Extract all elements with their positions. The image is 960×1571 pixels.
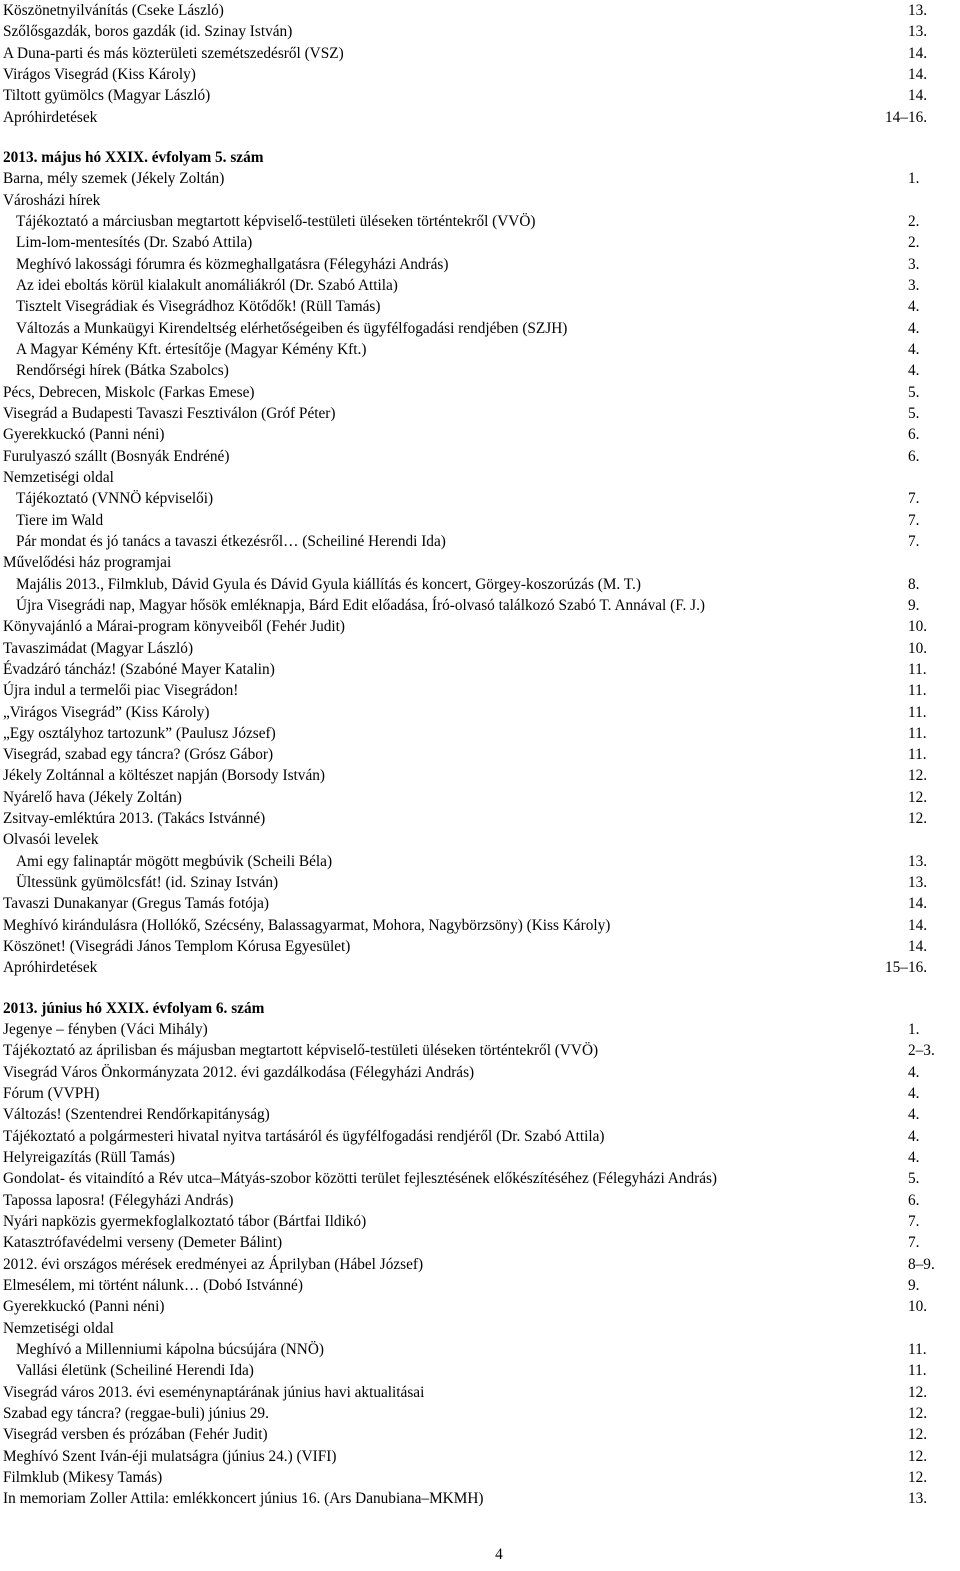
entry-page: 14–16. — [885, 108, 928, 126]
entry-title: Ami egy falinaptár mögött megbúvik (Scheili Béla) — [16, 852, 333, 870]
entry-page: 3. — [908, 255, 920, 273]
entry-title: Olvasói levelek — [3, 831, 99, 849]
page-number: 4 — [495, 1546, 503, 1563]
entry-title: Nemzetiségi oldal — [3, 468, 114, 486]
toc-entry — [3, 574, 958, 595]
toc-entry — [3, 1360, 958, 1381]
entry-page: 4. — [908, 1149, 920, 1167]
entry-page: 2. — [908, 212, 920, 230]
toc-entry — [3, 190, 958, 211]
toc-entry — [3, 382, 958, 403]
toc-entry — [3, 168, 958, 189]
toc-entry — [3, 1488, 958, 1509]
entry-title: Tapossa laposra! (Félegyházi András) — [3, 1191, 234, 1209]
entry-page: 12. — [908, 767, 928, 785]
entry-page: 4. — [908, 362, 920, 380]
entry-page: 11. — [908, 703, 927, 721]
entry-title: Tájékoztató a márciusban megtartott képviselő-testületi üléseken történtekről (VVÖ) — [16, 212, 536, 230]
entry-page: 12. — [908, 1468, 928, 1486]
entry-title: Meghívó Szent Iván-éji mulatságra (június 24.) (VIFI) — [3, 1447, 337, 1465]
entry-page: 13. — [908, 2, 928, 19]
issue-title: 2013. május hó XXIX. évfolyam 5. szám — [3, 148, 264, 166]
entry-title: Zsitvay-emléktúra 2013. (Takács Istvánné) — [3, 810, 266, 828]
entry-title: Jegenye – fényben (Váci Mihály) — [3, 1021, 208, 1039]
toc-entry — [3, 595, 958, 616]
entry-title: Visegrád versben és prózában (Fehér Judit) — [3, 1426, 268, 1444]
entry-page: 4. — [908, 1063, 920, 1081]
entry-page: 6. — [908, 447, 920, 465]
entry-page: 15–16. — [885, 959, 928, 977]
entry-title: Vallási életünk (Scheiliné Herendi Ida) — [16, 1362, 254, 1380]
toc-entry — [3, 1190, 958, 1211]
toc-entry — [3, 403, 958, 424]
toc-entry — [3, 936, 958, 957]
entry-page: 12. — [908, 810, 928, 828]
entry-page: 6. — [908, 1191, 920, 1209]
toc-entry — [3, 510, 958, 531]
entry-title: Tájékoztató (VNNÖ képviselői) — [16, 490, 214, 508]
toc-entry — [3, 638, 958, 659]
toc-entry — [3, 1254, 958, 1275]
toc-entry — [3, 488, 958, 509]
entry-page: 14. — [908, 87, 928, 105]
entry-title: Évadzáró táncház! (Szabóné Mayer Katalin) — [3, 660, 275, 678]
entry-page: 6. — [908, 426, 920, 444]
entry-page: 14. — [908, 44, 928, 62]
entry-title: Gyerekkuckó (Panni néni) — [3, 426, 165, 444]
entry-title: Rendőrségi hírek (Bátka Szabolcs) — [16, 362, 229, 380]
toc-entry — [3, 424, 958, 445]
entry-title: Elmesélem, mi történt nálunk… (Dobó Istvánné) — [3, 1277, 303, 1295]
entry-title: Tavaszimádat (Magyar László) — [3, 639, 194, 657]
toc-entry — [3, 1446, 958, 1467]
entry-page: 11. — [908, 1341, 927, 1359]
entry-page: 4. — [908, 1085, 920, 1103]
entry-title: Újra Visegrádi nap, Magyar hősök emléknapja, Bárd Edit előadása, Író-olvasó találkozó Szabó T. Annával (F. J.) — [16, 596, 706, 614]
entry-title: Visegrád város 2013. évi eseménynaptárának június havi aktualitásai — [3, 1383, 425, 1401]
entry-page: 11. — [908, 682, 927, 700]
entry-title: Virágos Visegrád (Kiss Károly) — [3, 65, 196, 83]
entry-title: Visegrád, szabad egy táncra? (Grósz Gábor) — [3, 746, 274, 764]
entry-page: 10. — [908, 639, 928, 657]
toc-entry — [3, 1126, 958, 1147]
entry-page: 11. — [908, 724, 927, 742]
toc-entry — [3, 552, 958, 573]
toc-entry — [3, 64, 958, 85]
entry-title: In memoriam Zoller Attila: emlékkoncert június 16. (Ars Danubiana–MKMH) — [3, 1490, 484, 1508]
entry-title: Városházi hírek — [3, 191, 101, 209]
entry-page: 14. — [908, 916, 928, 934]
entry-page: 4. — [908, 298, 920, 316]
toc-entry — [3, 915, 958, 936]
toc-entry — [3, 211, 958, 232]
entry-title: Visegrád Város Önkormányzata 2012. évi gazdálkodása (Félegyházi András) — [3, 1063, 475, 1081]
entry-title: Változás! (Szentendrei Rendőrkapitányság) — [3, 1106, 270, 1124]
toc-entry — [3, 744, 958, 765]
toc-entry — [3, 296, 958, 317]
toc-entry — [3, 1318, 958, 1339]
toc-entry — [3, 339, 958, 360]
entry-page: 12. — [908, 1426, 928, 1444]
entry-page: 4. — [908, 1127, 920, 1145]
entry-page: 4. — [908, 1106, 920, 1124]
entry-title: Tisztelt Visegrádiak és Visegrádhoz Kötődők! (Rüll Tamás) — [16, 298, 381, 316]
entry-title: Pár mondat és jó tanács a tavaszi étkezésről… (Scheiliné Herendi Ida) — [16, 532, 446, 550]
toc-entry — [3, 1062, 958, 1083]
entry-title: A Duna-parti és más közterületi szemétszedésről (VSZ) — [3, 44, 344, 62]
toc-entry — [3, 787, 958, 808]
entry-title: Az idei eboltás körül kialakult anomáliákról (Dr. Szabó Attila) — [16, 276, 398, 294]
entry-title: 2012. évi országos mérések eredményei az Áprilyban (Hábel József) — [3, 1255, 424, 1273]
toc-entry — [3, 1019, 958, 1040]
toc-entry — [3, 872, 958, 893]
entry-page: 4. — [908, 319, 920, 337]
entry-title: Apróhirdetések — [3, 108, 98, 126]
entry-title: Visegrád a Budapesti Tavaszi Fesztiválon (Gróf Péter) — [3, 404, 336, 422]
entry-page: 1. — [908, 170, 920, 188]
section-spacer — [3, 979, 958, 998]
toc-entry — [3, 446, 958, 467]
entry-page: 10. — [908, 618, 928, 636]
toc-entry — [3, 680, 958, 701]
toc-entry — [3, 1104, 958, 1125]
issue-heading — [3, 998, 958, 1019]
entry-title: Nyári napközis gyermekfoglalkoztató tábor (Bártfai Ildikó) — [3, 1213, 367, 1231]
toc-entry — [3, 1168, 958, 1189]
entry-title: Művelődési ház programjai — [3, 554, 172, 572]
toc-entry — [3, 107, 958, 128]
entry-page: 12. — [908, 1383, 928, 1401]
entry-page: 9. — [908, 596, 920, 614]
entry-title: Nemzetiségi oldal — [3, 1319, 114, 1337]
toc-entry — [3, 467, 958, 488]
toc-entry — [3, 851, 958, 872]
entry-title: Nyárelő hava (Jékely Zoltán) — [3, 788, 182, 806]
entry-title: Lim-lom-mentesítés (Dr. Szabó Attila) — [16, 234, 253, 252]
entry-title: Változás a Munkaügyi Kirendeltség elérhetőségeiben és ügyfélfogadási rendjében (SZJH) — [16, 319, 568, 337]
toc-entry — [3, 0, 958, 21]
toc-entry — [3, 531, 958, 552]
entry-page: 3. — [908, 276, 920, 294]
entry-title: Jékely Zoltánnal a költészet napján (Borsody István) — [3, 767, 325, 785]
entry-page: 7. — [908, 511, 920, 529]
entry-title: Köszönetnyilvánítás (Cseke László) — [3, 2, 224, 19]
entry-title: Majális 2013., Filmklub, Dávid Gyula és Dávid Gyula kiállítás és koncert, Görgey-koszorúzás (M. T.) — [16, 575, 641, 593]
toc-entry — [3, 1339, 958, 1360]
entry-page: 14. — [908, 938, 928, 956]
entry-title: Könyvajánló a Márai-program könyveiből (Fehér Judit) — [3, 618, 345, 636]
toc-entry — [3, 659, 958, 680]
entry-page: 5. — [908, 1170, 920, 1188]
entry-title: Tájékoztató a polgármesteri hivatal nyitva tartásáról és ügyfélfogadási rendjéről (Dr. Szabó Attila) — [3, 1127, 605, 1145]
entry-title: Filmklub (Mikesy Tamás) — [3, 1468, 163, 1486]
entry-title: Barna, mély szemek (Jékely Zoltán) — [3, 170, 225, 188]
entry-title: Meghívó a Millenniumi kápolna búcsújára (NNÖ) — [16, 1341, 324, 1359]
entry-title: Tájékoztató az áprilisban és májusban megtartott képviselő-testületi üléseken történtekről (VVÖ) — [3, 1042, 599, 1060]
entry-title: Tiere im Wald — [16, 511, 104, 529]
entry-page: 13. — [908, 1490, 928, 1508]
entry-page: 5. — [908, 404, 920, 422]
entry-title: Szőlősgazdák, boros gazdák (id. Szinay István) — [3, 23, 293, 41]
toc-entry — [3, 829, 958, 850]
toc-entry — [3, 1040, 958, 1061]
toc-entry — [3, 808, 958, 829]
toc-entry — [3, 1382, 958, 1403]
entry-page: 4. — [908, 340, 920, 358]
entry-page: 5. — [908, 383, 920, 401]
entry-title: „Egy osztályhoz tartozunk” (Paulusz József) — [3, 724, 276, 742]
entry-title: „Virágos Visegrád” (Kiss Károly) — [3, 703, 210, 721]
entry-page: 14. — [908, 895, 928, 913]
entry-title: Ültessünk gyümölcsfát! (id. Szinay István) — [16, 874, 279, 892]
entry-page: 12. — [908, 1447, 928, 1465]
entry-title: Meghívó kirándulásra (Hollókő, Szécsény, Balassagyarmat, Mohora, Nagybörzsöny) (Kiss Károly) — [3, 916, 611, 934]
entry-page: 11. — [908, 746, 927, 764]
entry-page: 7. — [908, 490, 920, 508]
entry-title: Gyerekkuckó (Panni néni) — [3, 1298, 165, 1316]
entry-title: Köszönet! (Visegrádi János Templom Kórusa Egyesület) — [3, 938, 351, 956]
entry-page: 2. — [908, 234, 920, 252]
toc-entry — [3, 1275, 958, 1296]
toc-entry — [3, 893, 958, 914]
entry-title: Tiltott gyümölcs (Magyar László) — [3, 87, 211, 105]
toc-entry — [3, 275, 958, 296]
toc-entry — [3, 85, 958, 106]
toc-entry — [3, 723, 958, 744]
toc-entry — [3, 360, 958, 381]
entry-title: Meghívó lakossági fórumra és közmeghallgatásra (Félegyházi András) — [16, 255, 449, 273]
entry-page: 2–3. — [908, 1042, 935, 1060]
entry-title: Szabad egy táncra? (reggae-buli) június 29. — [3, 1405, 269, 1422]
entry-page: 13. — [908, 852, 928, 870]
entry-page: 11. — [908, 1362, 927, 1380]
entry-page: 12. — [908, 1405, 928, 1422]
entry-title: Fórum (VVPH) — [3, 1085, 100, 1103]
entry-page: 8. — [908, 575, 920, 593]
toc-entry — [3, 1147, 958, 1168]
entry-title: Pécs, Debrecen, Miskolc (Farkas Emese) — [3, 383, 255, 401]
toc-entry — [3, 1467, 958, 1488]
toc-entry — [3, 1403, 958, 1424]
entry-page: 1. — [908, 1021, 920, 1039]
entry-title: Helyreigazítás (Rüll Tamás) — [3, 1149, 175, 1167]
toc-entry — [3, 1424, 958, 1445]
entry-page: 9. — [908, 1277, 920, 1295]
entry-title: Tavaszi Dunakanyar (Gregus Tamás fotója) — [3, 895, 270, 913]
toc-entry — [3, 1211, 958, 1232]
issue-heading — [3, 147, 958, 168]
toc-entry — [3, 1296, 958, 1317]
entry-page: 7. — [908, 1234, 920, 1252]
toc-entry — [3, 1083, 958, 1104]
entry-page: 8–9. — [908, 1255, 935, 1273]
table-of-contents — [3, 0, 958, 1510]
entry-page: 7. — [908, 532, 920, 550]
entry-title: Újra indul a termelői piac Visegrádon! — [3, 682, 239, 700]
entry-page: 13. — [908, 23, 928, 41]
entry-title: Apróhirdetések — [3, 959, 98, 977]
entry-page: 12. — [908, 788, 928, 806]
toc-entry — [3, 616, 958, 637]
section-spacer — [3, 128, 958, 147]
toc-entry — [3, 765, 958, 786]
entry-title: Furulyaszó szállt (Bosnyák Endréné) — [3, 447, 230, 465]
entry-page: 7. — [908, 1213, 920, 1231]
toc-entry — [3, 232, 958, 253]
toc-entry — [3, 318, 958, 339]
toc-entry — [3, 1232, 958, 1253]
entry-title: A Magyar Kémény Kft. értesítője (Magyar Kémény Kft.) — [16, 340, 367, 358]
entry-page: 14. — [908, 65, 928, 83]
entry-title: Katasztrófavédelmi verseny (Demeter Bálint) — [3, 1234, 283, 1252]
entry-page: 13. — [908, 874, 928, 892]
issue-title: 2013. június hó XXIX. évfolyam 6. szám — [3, 999, 265, 1017]
toc-entry — [3, 957, 958, 978]
entry-title: Gondolat- és vitaindító a Rév utca–Mátyás-szobor közötti terület fejlesztésének előkészítéséhez (Félegyházi András) — [3, 1170, 718, 1188]
entry-page: 10. — [908, 1298, 928, 1316]
toc-entry — [3, 21, 958, 42]
entry-page: 11. — [908, 660, 927, 678]
toc-entry — [3, 43, 958, 64]
toc-entry — [3, 254, 958, 275]
toc-entry — [3, 702, 958, 723]
